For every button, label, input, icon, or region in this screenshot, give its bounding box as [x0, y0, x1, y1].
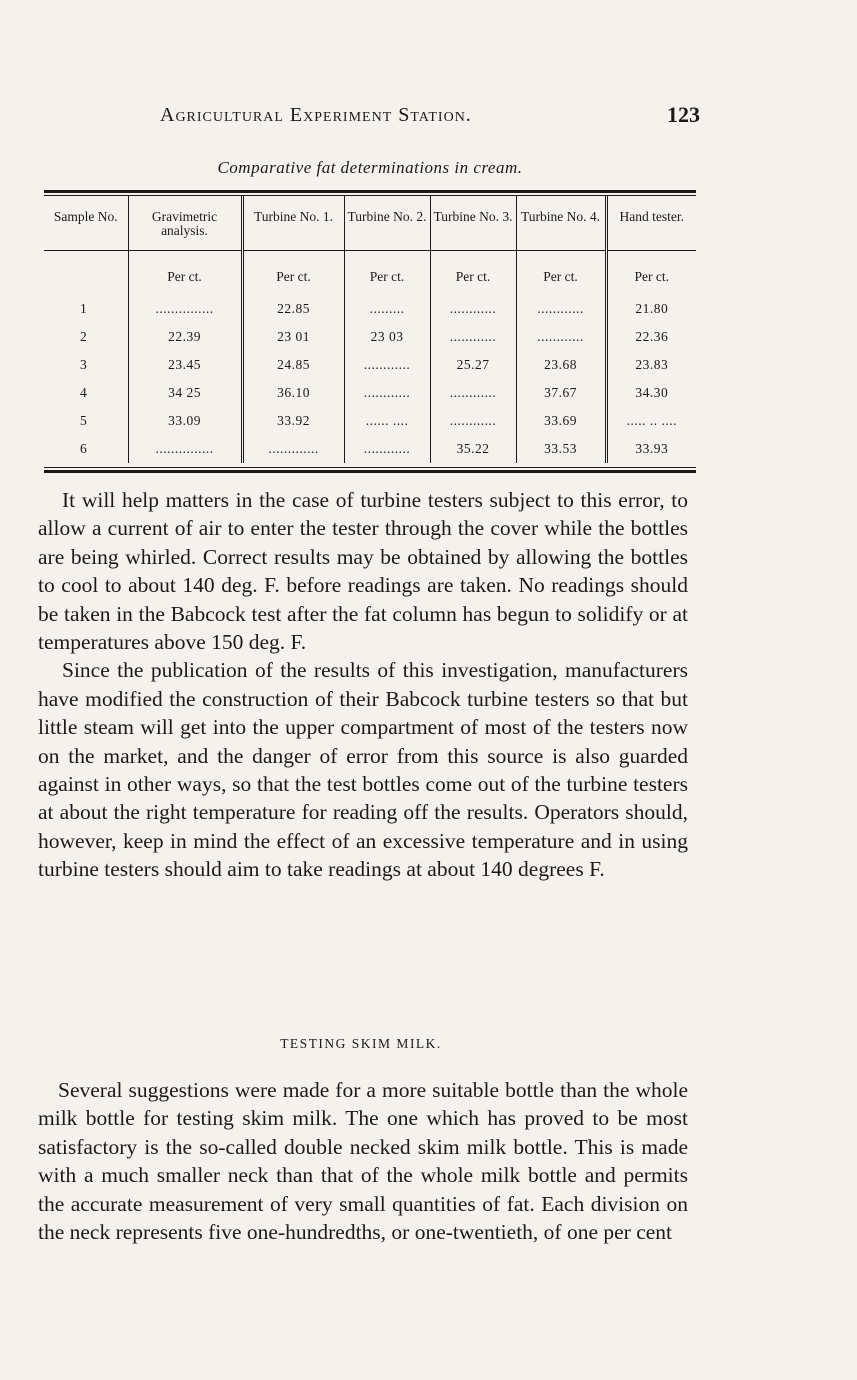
column-header: Turbine No. 2. [344, 196, 430, 251]
table-caption: Comparative fat determinations in cream. [217, 158, 523, 177]
table-top-rule [44, 190, 696, 193]
sample-number-cell: 6 [80, 441, 87, 456]
table-cell: ......... [344, 295, 430, 323]
table-cell: 23 03 [344, 323, 430, 351]
page-header [160, 102, 700, 138]
column-header: Hand tester. [606, 196, 696, 251]
paragraph: It will help matters in the case of turbine testers subject to this error, to allow a current of air to enter the tester through the cover while the bottles are being whirled. Correct results may be obtained by allowing the bottles to cool to about 140 deg. F. before readings are taken. No readings should be taken in the Babcock test after the fat column has begun to solidify or at temperatures above 150 deg. F. [38, 488, 688, 655]
unit-cell: Per ct. [516, 251, 606, 296]
table-row [44, 351, 696, 379]
table-row [44, 295, 696, 323]
page-number: 123 [667, 102, 700, 127]
table-cell: 23.83 [606, 351, 696, 379]
unit-cell: Per ct. [344, 251, 430, 296]
table-cell: 22.36 [606, 323, 696, 351]
table-cell: ............ [344, 379, 430, 407]
unit-cell [44, 251, 128, 296]
column-header: Sample No. [44, 196, 128, 251]
table-cell: 34 25 [128, 379, 242, 407]
table-cell: 25.27 [430, 351, 516, 379]
table-row [44, 407, 696, 435]
fat-determination-table [44, 190, 696, 475]
table-cell: ............ [430, 323, 516, 351]
column-header: Gravimetric analysis. [128, 196, 242, 251]
table-cell: 33.09 [128, 407, 242, 435]
sample-number-cell: 4 [80, 385, 87, 400]
table-cell: ............. [242, 435, 344, 463]
sample-number-cell: 5 [80, 413, 87, 428]
table-cell: ...... .... [344, 407, 430, 435]
table-cell: ............ [516, 323, 606, 351]
table-cell: ............ [430, 379, 516, 407]
unit-cell: Per ct. [430, 251, 516, 296]
table-cell: 23.68 [516, 351, 606, 379]
table-cell: 37.67 [516, 379, 606, 407]
paragraph: Several suggestions were made for a more suitable bottle than the whole milk bottle for testing skim milk. The one which has proved to be most satisfactory is the so-called double necked skim milk bottle. This is made with a much smaller neck than that of the whole milk bottle and permits the accurate measurement of very small quantities of fat. Each division on the neck represents five one-hundredths, or one-twentieth, of one per cent [38, 1078, 688, 1245]
table-cell: 33.92 [242, 407, 344, 435]
unit-cell: Per ct. [242, 251, 344, 296]
paragraph: Since the publication of the results of this investigation, manufacturers have modified the construction of their Babcock turbine testers so that but little steam will get into the upper compartment of most of the testers now on the market, and the danger of error from this source is also guarded against in other ways, so that the test bottles come out of the turbine testers at about the right temperature for reading off the results. Operators should, however, keep in mind the effect of an excessive temperature and in using turbine testers should aim to take readings at about 140 degrees F. [38, 658, 688, 882]
table-cell: 33.69 [516, 407, 606, 435]
unit-cell: Per ct. [128, 251, 242, 296]
table-bottom-rule [44, 470, 696, 473]
table-cell: 33.53 [516, 435, 606, 463]
data-table [44, 196, 696, 463]
table-row [44, 435, 696, 463]
sample-number-cell: 3 [80, 357, 87, 372]
table-bottom-rule-thin [44, 467, 696, 468]
table-cell: 33.93 [606, 435, 696, 463]
table-cell: ............ [516, 295, 606, 323]
table-cell: 36.10 [242, 379, 344, 407]
body-text-skim-milk [38, 1076, 688, 1246]
table-cell: 21.80 [606, 295, 696, 323]
unit-cell: Per ct. [606, 251, 696, 296]
running-title: Agricultural Experiment Station. [160, 104, 472, 126]
table-cell: 34.30 [606, 379, 696, 407]
column-header: Turbine No. 4. [516, 196, 606, 251]
table-row [44, 379, 696, 407]
table-cell: ............ [344, 351, 430, 379]
table-cell: ............... [128, 435, 242, 463]
sample-number-cell: 1 [80, 301, 87, 316]
table-header-row [44, 196, 696, 251]
sample-number-cell: 2 [80, 329, 87, 344]
table-cell: ............ [430, 407, 516, 435]
table-cell: ..... .. .... [606, 407, 696, 435]
table-cell: 35.22 [430, 435, 516, 463]
table-row [44, 323, 696, 351]
body-text [38, 486, 688, 884]
table-cell: ............... [128, 295, 242, 323]
table-cell: 24.85 [242, 351, 344, 379]
column-header: Turbine No. 1. [242, 196, 344, 251]
table-cell: ............ [344, 435, 430, 463]
column-header: Turbine No. 3. [430, 196, 516, 251]
section-heading: TESTING SKIM MILK. [280, 1036, 442, 1051]
table-cell: 23.45 [128, 351, 242, 379]
table-cell: 22.85 [242, 295, 344, 323]
table-cell: ............ [430, 295, 516, 323]
table-cell: 22.39 [128, 323, 242, 351]
units-row [44, 251, 696, 296]
table-cell: 23 01 [242, 323, 344, 351]
